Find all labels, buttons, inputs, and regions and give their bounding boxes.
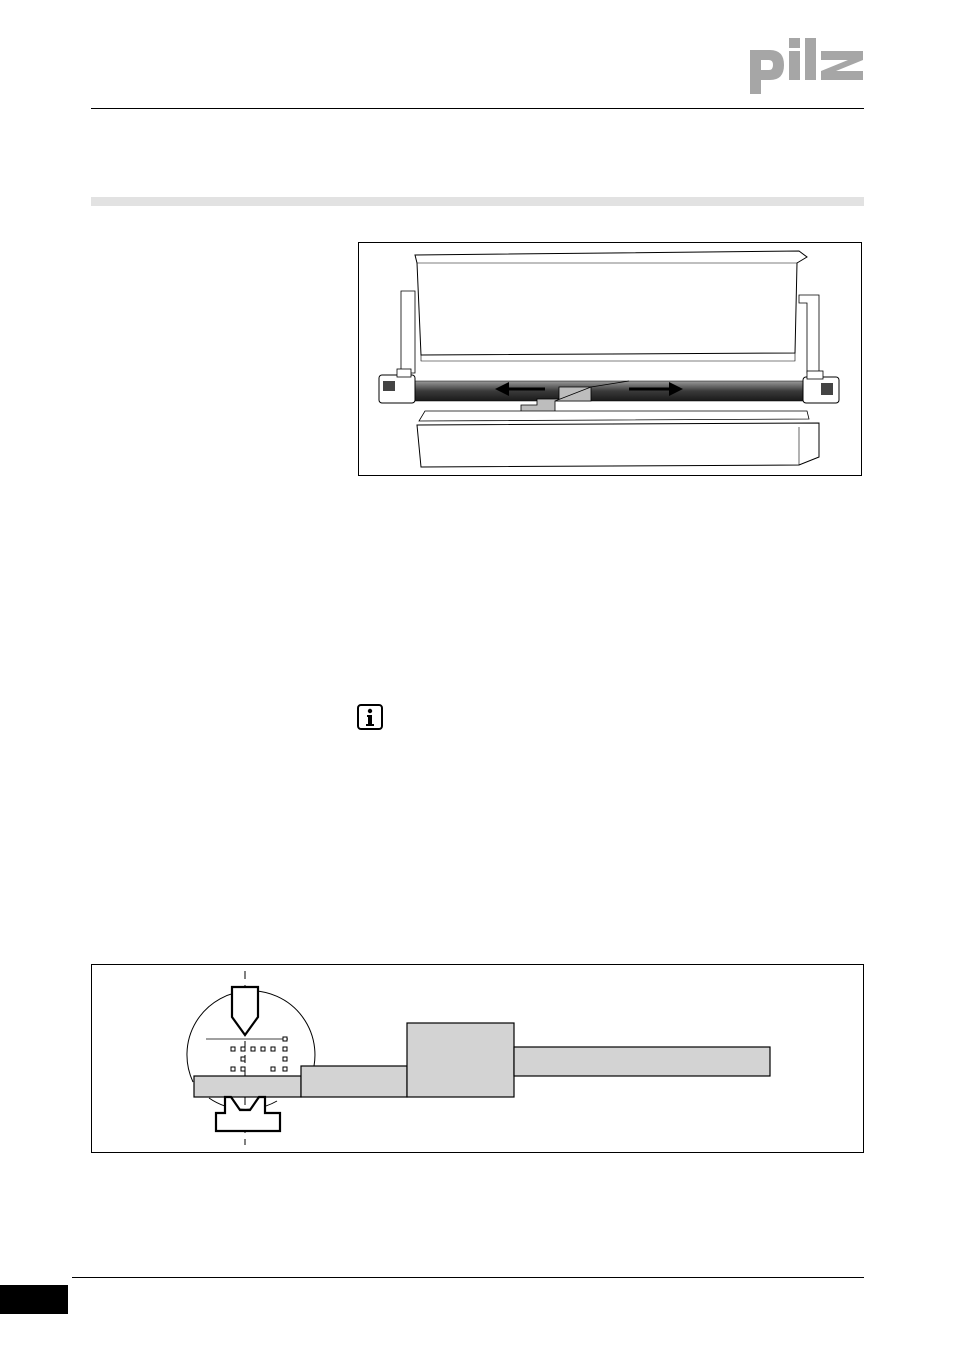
- pilz-logo: [748, 34, 866, 96]
- header-rule: [91, 108, 864, 109]
- press-brake-diagram: [92, 965, 863, 1152]
- conveyor-press-figure: [358, 242, 862, 476]
- page-number-tab: [0, 1285, 68, 1314]
- conveyor-press-illustration: [359, 243, 861, 475]
- footer-rule: [72, 1277, 864, 1278]
- info-icon: [357, 704, 383, 730]
- press-brake-figure: [91, 964, 864, 1153]
- section-heading-bar: [91, 197, 864, 206]
- pilz-logo-graphic: [748, 34, 866, 96]
